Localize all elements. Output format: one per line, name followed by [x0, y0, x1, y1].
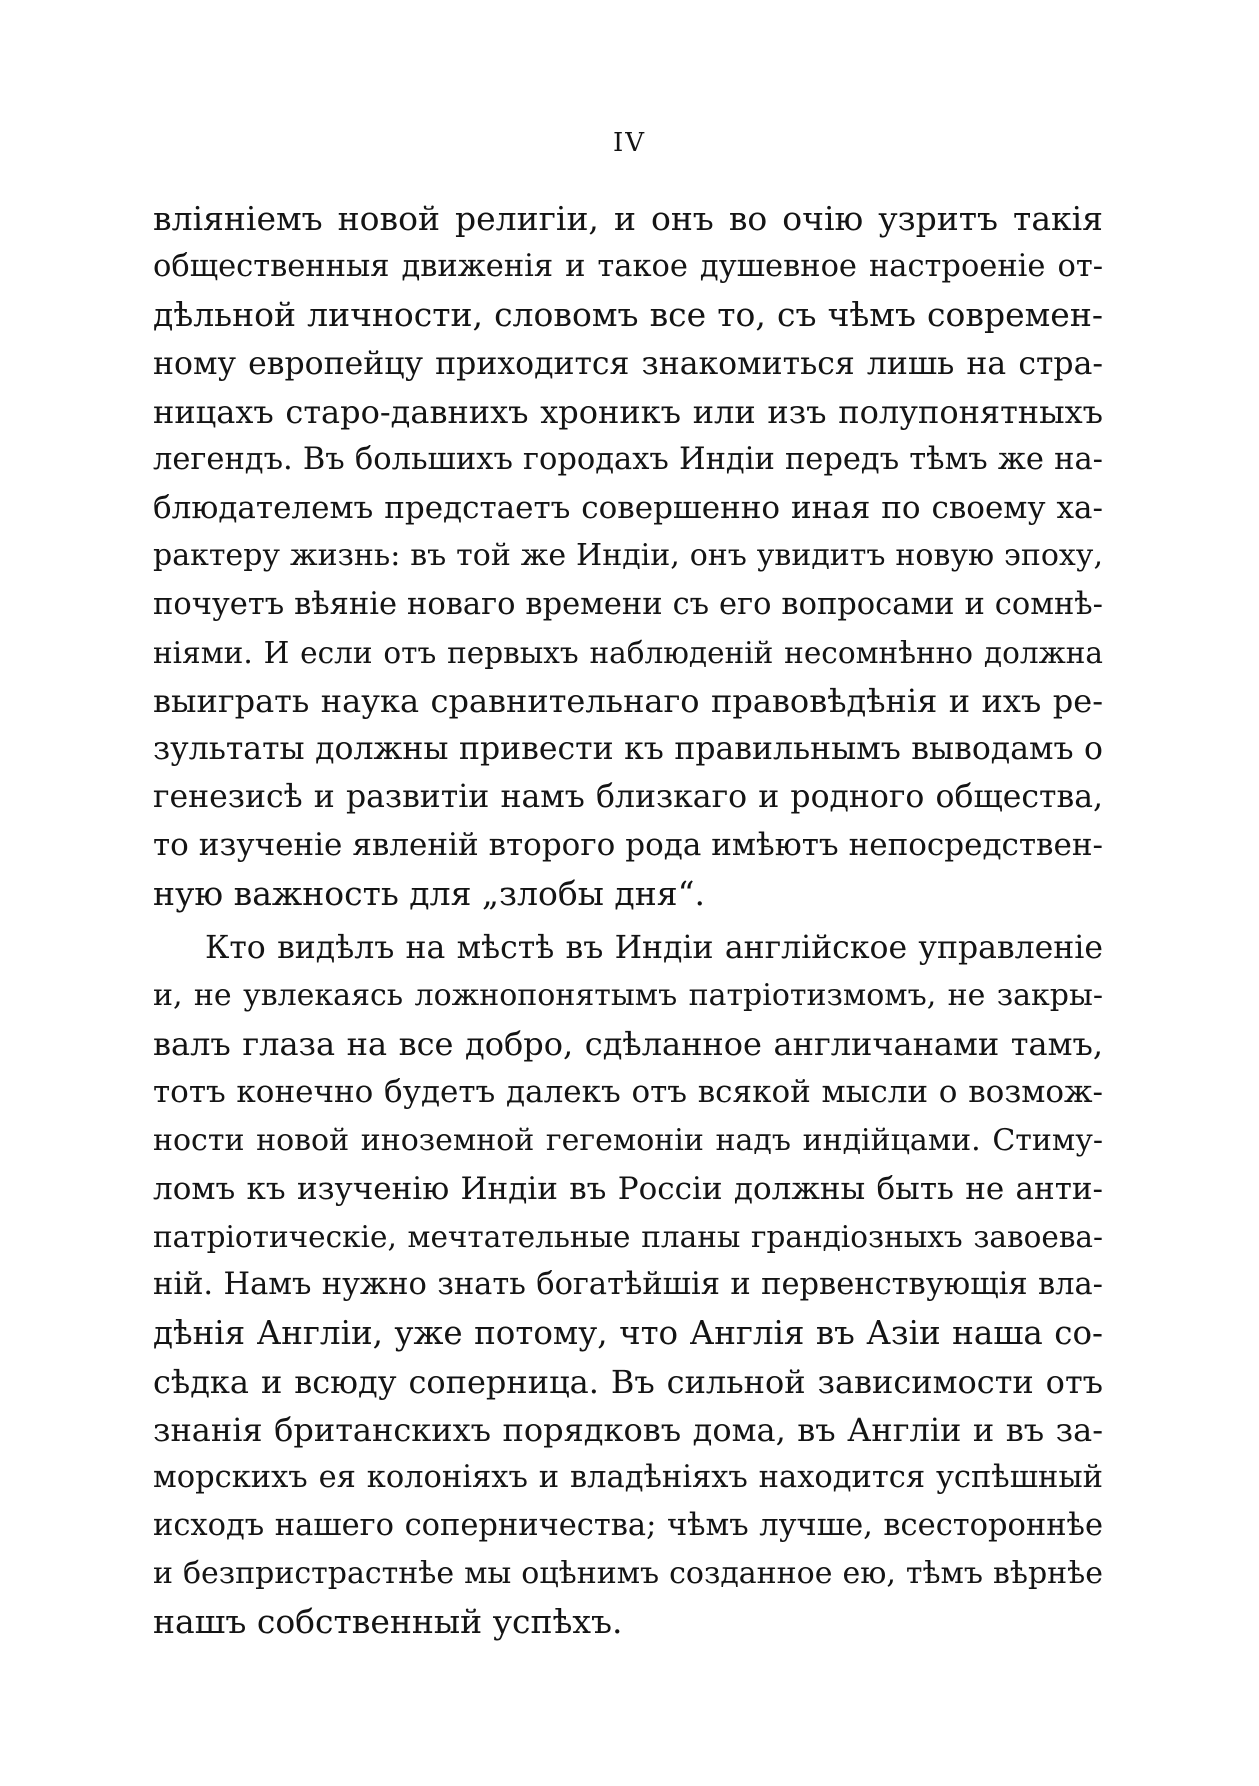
- text-line: блюдателемъ предстаетъ совершенно иная по своему ха-: [153, 490, 1103, 527]
- text-line: и безпристрастнѣе мы оцѣнимъ созданное ею, тѣмъ вѣрнѣе: [153, 1556, 1103, 1592]
- text-line: ніями. И если отъ первыхъ наблюденій несомнѣнно должна: [153, 635, 1103, 670]
- text-line: нашъ собственный успѣхъ.: [153, 1602, 623, 1642]
- text-line: генезисѣ и развитіи намъ близкаго и родного общества,: [153, 779, 1103, 816]
- paragraph-2: [153, 924, 1103, 1647]
- text-line: дѣльной личности, словомъ все то, съ чѣмъ современ-: [153, 295, 1103, 335]
- text-line: вліяніемъ новой религіи, и онъ во очію узритъ такія: [153, 199, 1103, 238]
- text-line: ній. Намъ нужно знать богатѣйшія и первенствующія вла-: [153, 1267, 1103, 1303]
- text-line: знанія британскихъ порядковъ дома, въ Англіи и въ за-: [153, 1410, 1103, 1449]
- text-line: ному европейцу приходится знакомиться лишь на стра-: [153, 345, 1103, 382]
- text-line: зультаты должны привести къ правильнымъ выводамъ о: [153, 731, 1103, 768]
- text-line: ности новой иноземной гегемоніи надъ индійцами. Стиму-: [153, 1122, 1103, 1158]
- body-text: [153, 195, 1103, 1647]
- paragraph-1: [153, 195, 1103, 918]
- text-line: то изученіе явленій второго рода имѣютъ непосредствен-: [153, 827, 1103, 864]
- text-line: рактеру жизнь: въ той же Индіи, онъ увидитъ новую эпоху,: [153, 538, 1103, 574]
- text-line: ную важность для „злобы дня“.: [153, 873, 705, 913]
- text-line: общественныя движенія и такое душевное настроеніе от-: [153, 249, 1103, 285]
- text-line: исходъ нашего соперничества; чѣмъ лучше, всестороннѣе: [153, 1508, 1103, 1544]
- text-line: тотъ конечно будетъ далекъ отъ всякой мысли о возмож-: [153, 1074, 1103, 1111]
- text-line: валъ глаза на все добро, сдѣланное англичанами тамъ,: [153, 1025, 1103, 1064]
- text-line: патріотическіе, мечтательные планы грандіозныхъ завоева-: [153, 1219, 1103, 1254]
- text-line: ломъ къ изученію Индіи въ Россіи должны быть не анти-: [153, 1170, 1103, 1207]
- text-line: ницахъ старо-давнихъ хроникъ или изъ полупонятныхъ: [153, 392, 1103, 431]
- text-line: Кто видѣлъ на мѣстѣ въ Индіи англійское управленіе: [205, 929, 1103, 966]
- page-number: IV: [612, 128, 647, 158]
- text-line: выиграть наука сравнительнаго правовѣдѣнія и ихъ ре-: [153, 681, 1103, 720]
- text-line: легендъ. Въ большихъ городахъ Индіи передъ тѣмъ же на-: [153, 441, 1103, 477]
- text-line: почуетъ вѣяніе новаго времени съ его вопросами и сомнѣ-: [153, 586, 1103, 622]
- text-line: сѣдка и всюду соперница. Въ сильной зависимости отъ: [153, 1362, 1103, 1401]
- text-line: морскихъ ея колоніяхъ и владѣніяхъ находится успѣшный: [153, 1459, 1103, 1495]
- text-line: дѣнія Англіи, уже потому, что Англія въ Азіи наша со-: [153, 1314, 1103, 1353]
- text-line: и, не увлекаясь ложнопонятымъ патріотизмомъ, не закры-: [153, 978, 1103, 1013]
